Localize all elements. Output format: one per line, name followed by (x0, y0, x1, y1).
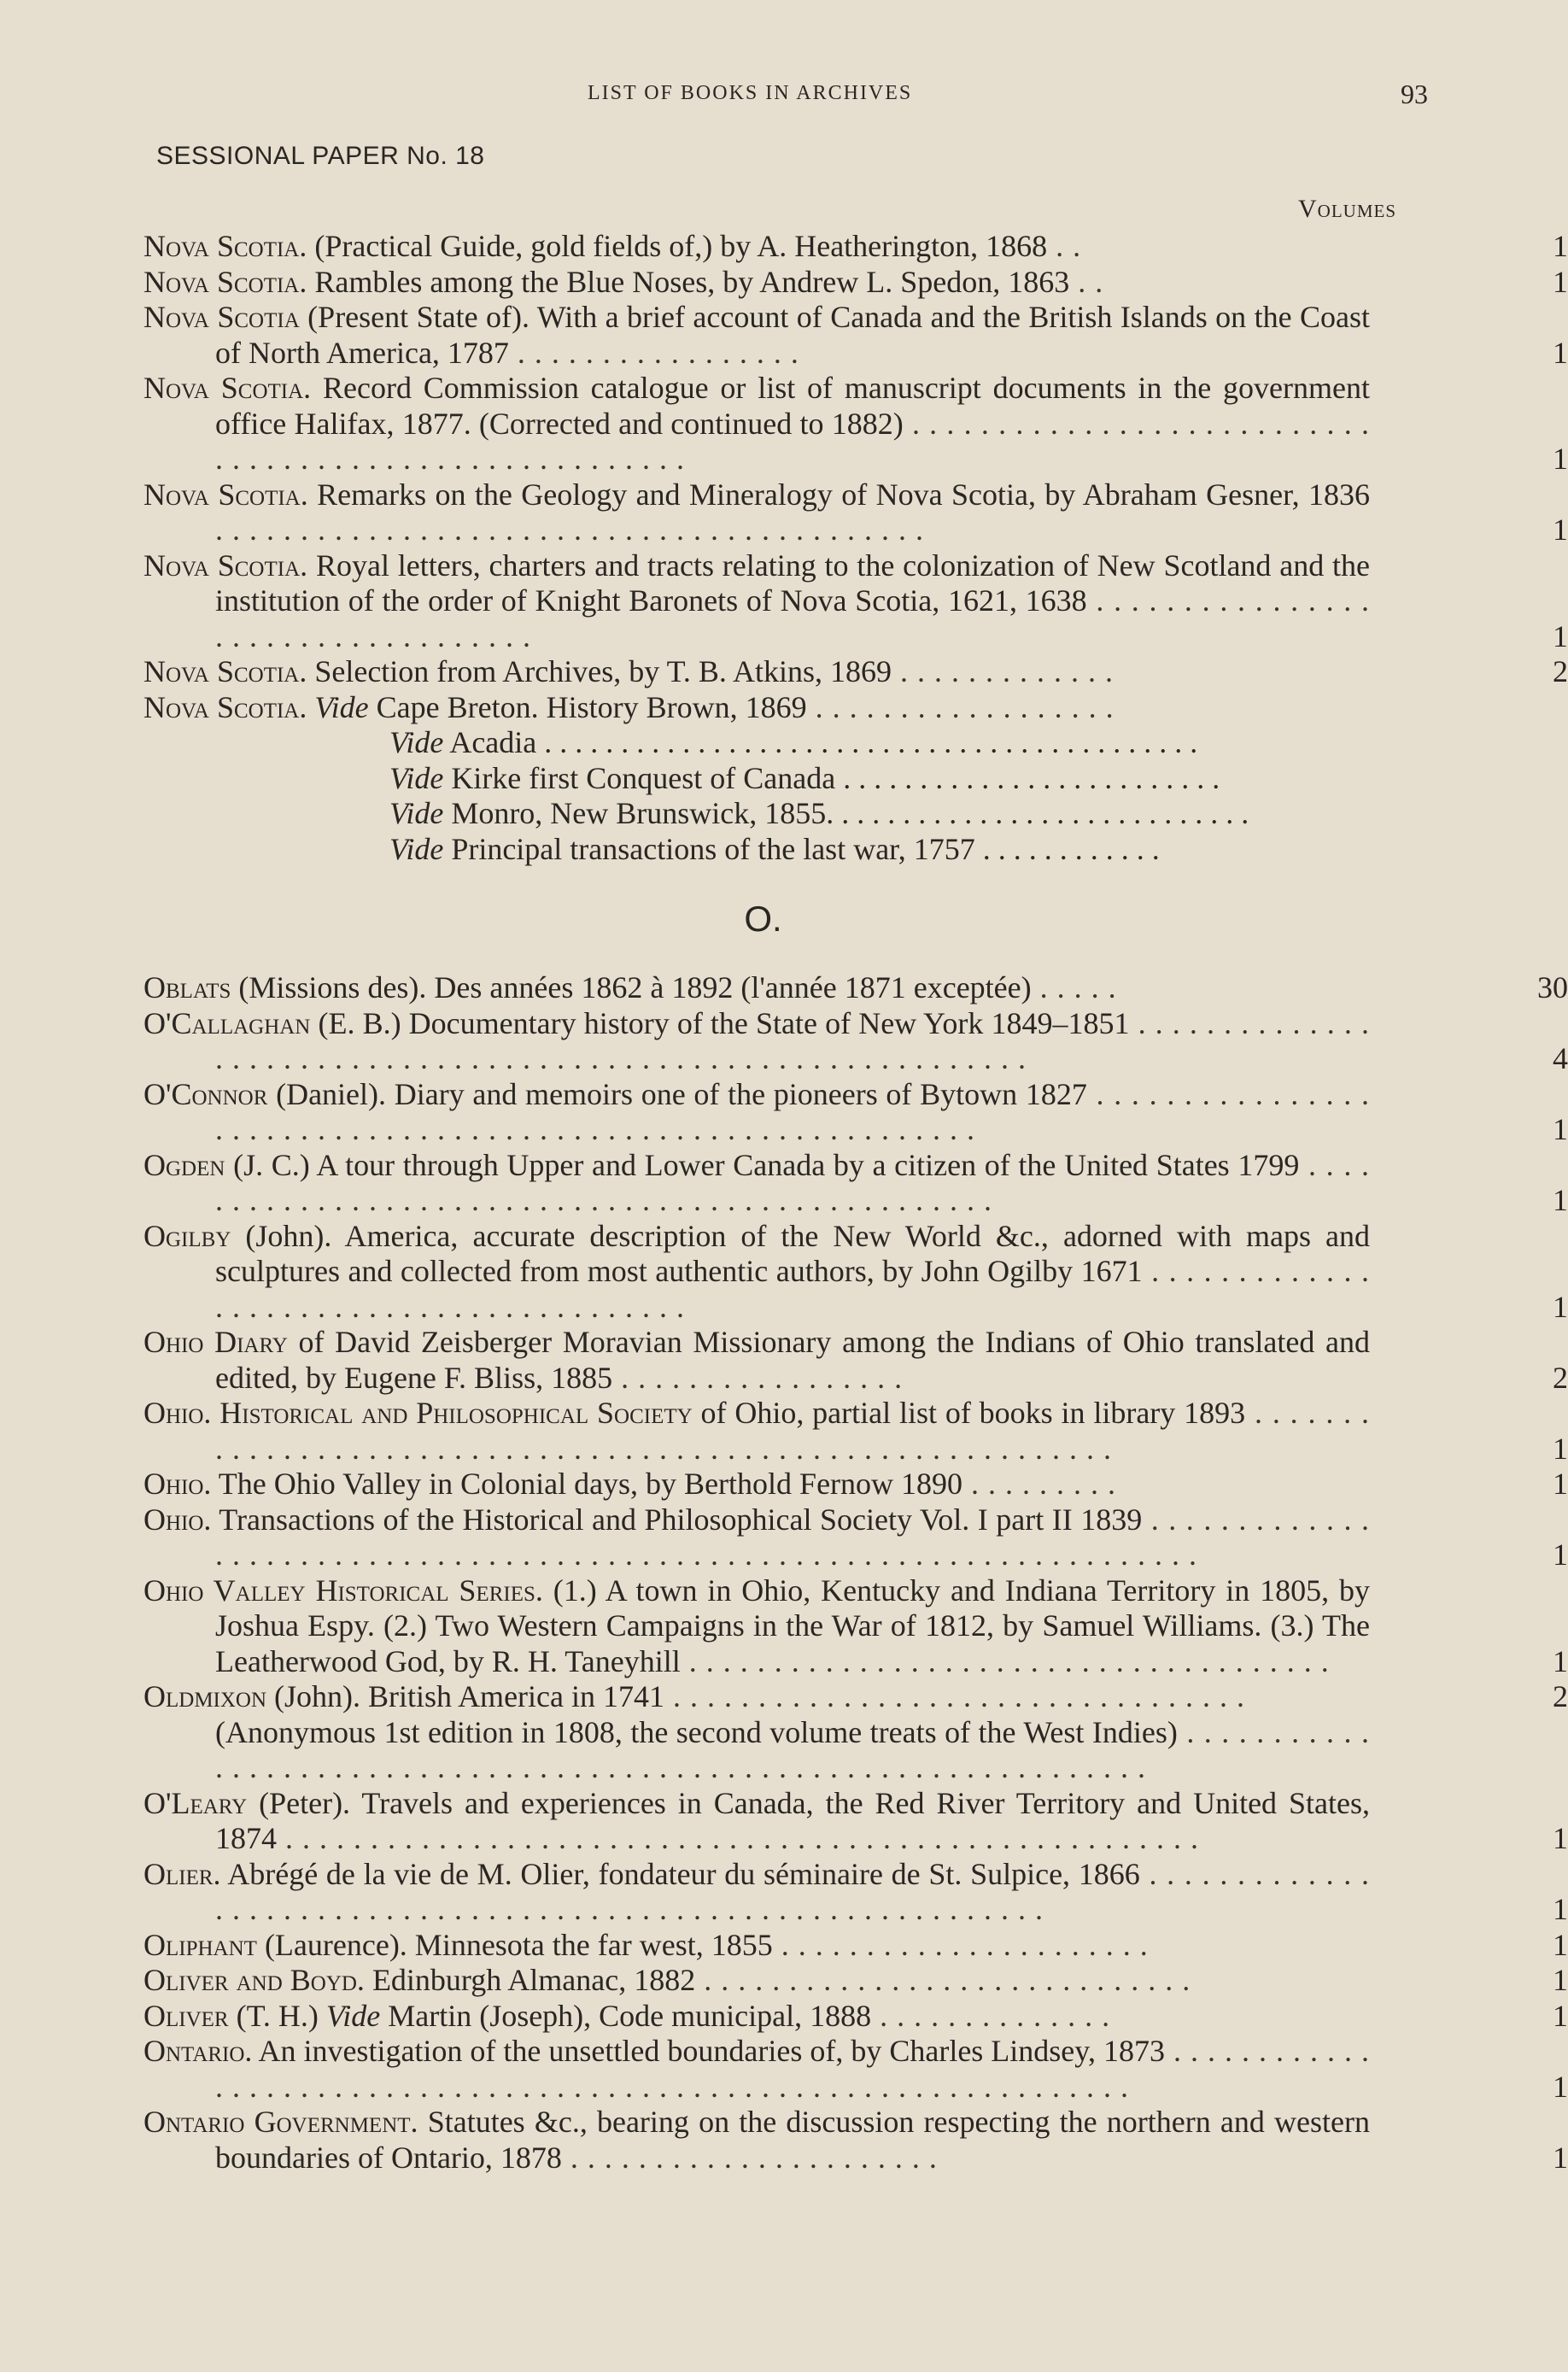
cross-reference-line (143, 725, 1370, 761)
entry-text: (J. C.) A tour through Upper and Lower Canada by a citizen of the United States 1799 (225, 1147, 1300, 1182)
entry-heading: Nova Scotia. (143, 654, 307, 688)
dot-leader: . . . . . (1031, 970, 1117, 1004)
volume-count: 1 (1553, 1183, 1568, 1217)
entry-text: of David Zeisberger Moravian Missionary among the Indians of Ohio translated and edited, by Eugene F. Bliss, 1885 (215, 1325, 1370, 1395)
entry-text: The Ohio Valley in Colonial days, by Berthold Fernow 1890 (211, 1467, 963, 1501)
catalogue-entry (143, 229, 1568, 265)
entry-text: Statutes &c., bearing on the discussion respecting the northern and western boundaries of Ontario, 1878 (215, 2105, 1370, 2175)
entry-heading: O'Leary (143, 1785, 248, 1820)
entry-text: Remarks on the Geology and Mineralogy of Nova Scotia, by Abraham Gesner, 1836 (307, 477, 1370, 512)
dot-leader: . . . . . . . . . . . . . . . . . . . . . . (772, 1927, 1149, 1962)
catalogue-entry (143, 1502, 1568, 1573)
dot-leader: . . . . . . . . . . . . . . . . . . . . . . . . . . . . . . . . . . . . . . . . . . (215, 512, 924, 547)
volume-count: 1 (1553, 1998, 1568, 2033)
catalogue-entry (143, 1396, 1568, 1467)
entry-text: Rambles among the Blue Noses, by Andrew L. Spedon, 1863 (307, 264, 1070, 299)
volume-count: 1 (1553, 512, 1568, 547)
entry-text: (John). America, accurate description of the New World &c., adorned with maps and sculptures and collected from most authentic authors, by John Ogilby 1671 (215, 1218, 1370, 1288)
entry-text: Monro, New Brunswick, 1855 (443, 796, 827, 830)
catalogue-entry (143, 1785, 1568, 1857)
dot-leader: . . . . . . . . . . . . . . . . . . . . . . . . . . . . . . . . . . . . . . . . . . . . . . . . . . . . . . . . . . . . . . . . . . (215, 1714, 1370, 1784)
entry-heading: Ohio. (143, 1467, 212, 1501)
volume-count: 1 (1553, 1892, 1568, 1926)
running-title: LIST OF BOOKS IN ARCHIVES (588, 82, 913, 104)
entry-heading: Nova Scotia (143, 300, 300, 334)
entry-text: Cape Breton. History Brown, 1869 (368, 689, 807, 724)
dot-leader: . . . . . . . . . . . . . (891, 654, 1114, 688)
entry-text: (Anonymous 1st edition in 1808, the second volume treats of the West Indies) (215, 1714, 1178, 1749)
catalogue-entry (143, 1573, 1568, 1680)
dot-leader: . . . . . . . . . . . . . . . . . . . . . . . . . . . . . . . . . . (664, 1679, 1245, 1713)
entry-text: (Daniel). Diary and memoirs one of the pioneers of Bytown 1827 (267, 1076, 1087, 1111)
entry-text: Royal letters, charters and tracts relating to the colonization of New Scotland and the institution of the order of Knight Baronets of Nova Scotia, 1621, 1638 (215, 548, 1370, 618)
entry-text: Abrégé de la vie de M. Olier, fondateur du séminaire de St. Sulpice, 1866 (220, 1856, 1140, 1891)
section-nova-scotia (143, 229, 1568, 867)
dot-leader: . . . . . . . . . . . . . . . . . . . . . . . . . . . . . . . . . . . . . . . . . . . . . . . . . . . . . . . . . . . . . . . . . . . . . . . (215, 1502, 1370, 1572)
volume-count: 1 (1553, 1467, 1568, 1501)
dot-leader: . . . . . . . . . (962, 1467, 1117, 1501)
entry-text: (John). British America in 1741 (266, 1679, 664, 1713)
dot-leader: . . . . . . . . . . . . . . . . . . . . . . . . . . . . . . . . . . . . . . . . . . . . . . . . . . . . . . . (215, 406, 1371, 476)
entry-heading: Nova Scotia. (143, 229, 307, 263)
entry-heading: Nova Scotia. (143, 548, 308, 583)
volumes-column-heading: Volumes (1298, 195, 1397, 223)
entry-vide: Vide (389, 725, 444, 759)
entry-vide: Vide (389, 831, 444, 866)
entry-text: Edinburgh Almanac, 1882 (364, 1963, 696, 1997)
volume-count: 1 (1553, 264, 1568, 299)
catalogue-entry (143, 1963, 1568, 1999)
catalogue-entry (143, 300, 1568, 371)
catalogue-entry (143, 1218, 1568, 1326)
catalogue-entry (143, 1998, 1568, 2035)
dot-leader: . . . . . . . . . . . . . . . . . . . . . . . . . . . . . . . . . . . . . . . . . . . . . . . . . . . . . . . . . . . . . . . . . . (215, 2034, 1371, 2104)
entry-heading: Nova Scotia. (143, 477, 308, 512)
volume-count: 1 (1553, 1643, 1568, 1678)
entry-text: Martin (Joseph), Code municipal, 1888 (380, 1998, 872, 2033)
dot-leader: . . . . . . . . . . . . . . . . . (612, 1360, 904, 1395)
entry-heading: Oliver and Boyd. (143, 1963, 365, 1997)
catalogue-entry (143, 1715, 1370, 1786)
dot-leader: . . . . . . . . . . . . . . . . . . . . . . . . . . . . . . . . . . . . . . . . . . . . . . . . . . (215, 1147, 1370, 1217)
catalogue-entry (143, 1147, 1568, 1219)
volume-count: 1 (1553, 1537, 1568, 1572)
entry-heading: Ogilby (143, 1218, 231, 1253)
sessional-paper-label: SESSIONAL PAPER No. 18 (156, 142, 485, 170)
entry-vide: Vide (307, 689, 369, 724)
entry-text: (E. B.) Documentary history of the State of New York 1849–1851 (310, 1005, 1130, 1040)
catalogue-entry (143, 690, 1370, 726)
dot-leader: . . . . . . . . . . . . . . . . . . . . . . . . . . . . (826, 796, 1249, 830)
dot-leader: . . . . . . . . . . . . . . . . . . . . . . . . . . . . . . . . . . . . . . . . . . . . . . . . . . . . . . . . . . . . . . (215, 1856, 1370, 1926)
entry-heading: Ontario. (143, 2034, 253, 2068)
entry-text: (Present State of). With a brief account of Canada and the British Islands on the Coast of North America, 1787 (215, 300, 1370, 370)
entry-text: (Practical Guide, gold fields of,) by A. Heatherington, 1868 (307, 229, 1048, 263)
volume-count: 1 (1553, 1431, 1568, 1466)
dot-leader: . . . . . . . . . . . . . . . . . . . . . . . . . . . . . . . . . . . . . . . . . (215, 1254, 1371, 1324)
volume-count: 2 (1553, 1679, 1568, 1713)
entry-vide: Vide (389, 760, 444, 795)
section-letter-o: O. (744, 899, 782, 939)
catalogue-entry (143, 1467, 1568, 1502)
volume-count: 1 (1553, 229, 1568, 263)
catalogue-entry (143, 1679, 1568, 1715)
entry-heading: Nova Scotia. (143, 264, 307, 299)
entry-heading: O'Callaghan (143, 1005, 311, 1040)
entry-text: (Peter). Travels and experiences in Canada, the Red River Territory and United States, 1874 (215, 1785, 1370, 1855)
entry-heading: Ohio Valley Historical Series. (143, 1573, 543, 1608)
entry-text: Kirke first Conquest of Canada (443, 760, 836, 795)
volume-count: 1 (1553, 2140, 1568, 2175)
volume-count: 1 (1553, 618, 1568, 653)
catalogue-entry (143, 1856, 1568, 1928)
volume-count: 2 (1553, 1360, 1568, 1395)
cross-reference-line (143, 796, 1370, 832)
entry-vide: Vide (389, 796, 444, 830)
entry-heading: Ontario Government. (143, 2105, 418, 2139)
entry-text: (T. H.) (228, 1998, 326, 2033)
section-o-entries (143, 970, 1568, 2176)
catalogue-entry (143, 654, 1568, 690)
entry-heading: Olier. (143, 1856, 221, 1891)
entry-text: (Missions des). Des années 1862 à 1892 (l'année 1871 exceptée) (231, 970, 1032, 1004)
volume-count: 30 (1537, 970, 1568, 1004)
catalogue-entry (143, 264, 1568, 301)
entry-text: (1.) A town in Ohio, Kentucky and Indiana Territory in 1805, by Joshua Espy. (2.) Two Western Campaigns in the War of 1812, by Samuel Williams. (3.) The Leatherwood God, by R. H. Taneyhill (215, 1573, 1370, 1678)
dot-leader: . . . . . . . . . . . . . . . . . . . . . . . . . . . . . . . . . . . . . . . . . . . . . . . . . . . . . . . . . . . . . (215, 1076, 1371, 1146)
catalogue-entry (143, 1005, 1568, 1077)
entry-text: Transactions of the Historical and Philosophical Society Vol. I part II 1839 (211, 1502, 1143, 1537)
entry-heading: O'Connor (143, 1076, 268, 1111)
entry-heading: Ohio Diary (143, 1325, 288, 1359)
catalogue-entry (143, 548, 1568, 655)
volume-count: 2 (1553, 654, 1568, 688)
entry-heading: Ogden (143, 1147, 225, 1182)
catalogue-entry (143, 2105, 1568, 2176)
entry-heading: Oliphant (143, 1927, 257, 1962)
volume-count: 1 (1553, 1112, 1568, 1146)
entry-text: Record Commission catalogue or list of manuscript documents in the government office Halifax, 1877. (Corrected and continued to 1882) (215, 371, 1370, 441)
entry-heading: Ohio. Historical and Philosophical Society (143, 1396, 693, 1430)
entry-text: Selection from Archives, by T. B. Atkins, 1869 (307, 654, 892, 688)
cross-reference-line (143, 761, 1370, 797)
catalogue-entry (143, 371, 1568, 477)
page-number: 93 (1401, 79, 1428, 109)
catalogue-entry (143, 1325, 1568, 1396)
volume-count: 1 (1553, 1963, 1568, 1997)
volume-count: 1 (1553, 2069, 1568, 2104)
page-header (0, 79, 1526, 113)
dot-leader: . . . . . . . . . . . . . . . . . . . . . . . . . . . . . . . . . . . . . . . . . . . . . . . . . . . . . . . . . . . . (215, 1396, 1370, 1466)
entry-heading: Oliver (143, 1998, 229, 2033)
catalogue-entry (143, 1927, 1568, 1964)
dot-leader: . . . . . . . . . . . . . . . . . . (806, 689, 1115, 724)
volume-count: 1 (1553, 335, 1568, 370)
volume-count: 1 (1553, 1821, 1568, 1855)
catalogue-entry (143, 2034, 1568, 2105)
volume-count: 4 (1553, 1041, 1568, 1075)
entry-heading: Ohio. (143, 1502, 212, 1537)
dot-leader: . . (1069, 264, 1104, 299)
dot-leader: . . . . . . . . . . . . . . . . . . . . . . . . . . . . . . . . . . . . . . . . . . . . . . . . . . . . . . (277, 1821, 1199, 1855)
dot-leader: . . . . . . . . . . . . . . . . . . . . . . . . . . . . . . . . . . . . . . . . . . . . . . . . . . . . . . . . . . . . . . (215, 1005, 1370, 1075)
volume-count: 1 (1553, 442, 1568, 476)
entry-text: (Laurence). Minnesota the far west, 1855 (256, 1927, 773, 1962)
cross-reference-line (143, 832, 1370, 868)
dot-leader: . . (1047, 229, 1082, 263)
entry-text: An investigation of the unsettled boundaries of, by Charles Lindsey, 1873 (252, 2034, 1165, 2068)
entry-heading: Nova Scotia. (143, 689, 307, 724)
catalogue-entry (143, 970, 1568, 1006)
dot-leader: . . . . . . . . . . . . . . . . . . . . . . . . . . . . . (695, 1963, 1191, 1997)
entry-text: Acadia (443, 725, 537, 759)
entry-vide: Vide (325, 1998, 381, 2033)
catalogue-entry (143, 477, 1568, 548)
dot-leader: . . . . . . . . . . . . . . . . . . . . . . . . . . . . . . . . . . . (215, 583, 1370, 653)
entry-heading: Oldmixon (143, 1679, 267, 1713)
volume-count: 1 (1553, 1927, 1568, 1962)
entry-heading: Oblats (143, 970, 231, 1004)
entry-heading: Nova Scotia. (143, 371, 312, 405)
dot-leader: . . . . . . . . . . . . . . . . . . . . . . . . . . . . . . . . . . . . . . . . . . . (536, 725, 1198, 759)
catalogue-entry (143, 1076, 1568, 1148)
dot-leader: . . . . . . . . . . . . (974, 831, 1160, 866)
entry-text: Principal transactions of the last war, 1757 (443, 831, 975, 866)
dot-leader: . . . . . . . . . . . . . . . . . (508, 335, 799, 370)
dot-leader: . . . . . . . . . . . . . . . . . . . . . . . . . . . . . . . . . . . . . . (680, 1643, 1330, 1678)
dot-leader: . . . . . . . . . . . . . . . . . . . . . . . . . (835, 760, 1220, 795)
entry-text: of Ohio, partial list of books in library 1893 (692, 1396, 1246, 1430)
volume-count: 1 (1553, 1289, 1568, 1324)
dot-leader: . . . . . . . . . . . . . . . . . . . . . . (561, 2140, 938, 2175)
dot-leader: . . . . . . . . . . . . . . (871, 1998, 1111, 2033)
